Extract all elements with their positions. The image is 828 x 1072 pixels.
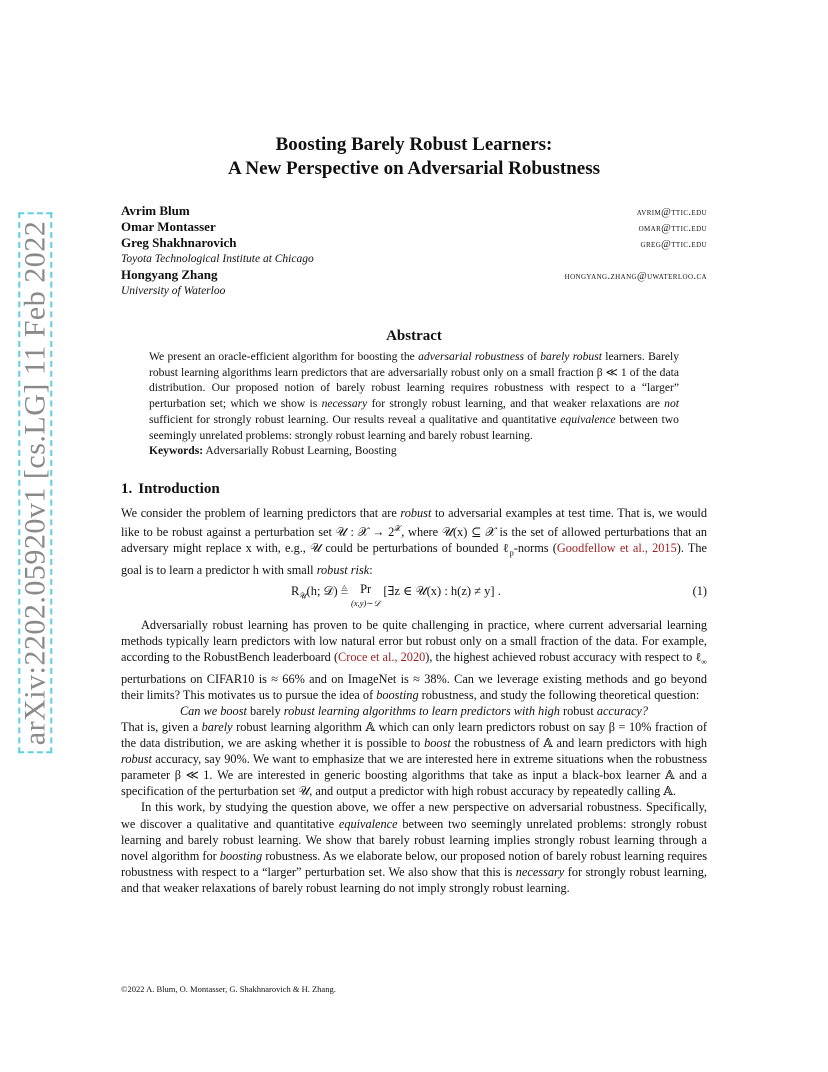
- equation-1: [121, 579, 707, 615]
- keywords-list: Adversarially Robust Learning, Boosting: [203, 444, 397, 458]
- paper-title: [0, 133, 828, 181]
- arxiv-stamp-text[interactable]: arXiv:2202.05920v1 [cs.LG] 11 Feb 2022: [18, 213, 52, 754]
- affiliation: University of Waterloo: [121, 285, 226, 297]
- author-block: [121, 203, 707, 299]
- title-line-1: Boosting Barely Robust Learners:: [275, 134, 553, 155]
- author-row: [121, 267, 707, 283]
- equation-number: (1): [692, 583, 707, 598]
- author-row: [121, 219, 707, 235]
- research-question: Can we boost barely robust learning algorithms to learn predictors with high robust accuracy?: [179, 703, 649, 718]
- paragraph: We consider the problem of learning predictors that are robust to adversarial examples at test time. That is, we would like to be robust against a perturbation set 𝒰 : 𝒳 → $2^𝒳$, where 𝒰(x) ⊆ 𝒳 is the set of allowed perturbations that an adversary might replace x with, e.g., 𝒰 could be perturbations of bounded ℓ$_p$-norms (Goodfellow et al., 2015). The goal is to learn a predictor h with small robust risk:: [121, 506, 708, 577]
- abstract-heading: Abstract: [386, 328, 442, 344]
- paragraph: That is, given a barely robust learning algorithm 𝔸 which can only learn predictors robust on say β = 10% fraction of the data distribution, we are asking whether it is possible to boost the robustness of 𝔸 and learn predictors with high robust accuracy, say 90%. We want to emphasize that we are interested here in extreme situations when the robustness parameter β ≪ 1. We are interested in generic boosting algorithms that take as input a black-box learner 𝔸 and a specification of the perturbation set 𝒰, and output a predictor with high robust accuracy by repeatedly calling 𝔸.: [121, 719, 707, 799]
- section-heading: [121, 481, 226, 498]
- keywords-label: Keywords:: [149, 444, 204, 458]
- author-row: [121, 235, 707, 251]
- paragraph: In this work, by studying the question above, we offer a new perspective on adversarial robustness. Specifically, we discover a qualitative and quantitative equivalence between two seemingly unrelated problems: strongly robust learning and barely robust learning. We show that barely robust learning implies strongly robust learning through a novel algorithm for boosting robustness. As we elaborate below, our proposed notion of barely robust learning requires robustness with respect to a “larger” perturbation set. We also show that this is necessary for strongly robust learning, and that weaker relaxations of barely robust learning do not imply strongly robust learning.: [121, 800, 707, 895]
- title-line-2: A New Perspective on Adversarial Robustness: [227, 158, 601, 179]
- citation-link[interactable]: Croce et al., 2020: [338, 650, 426, 665]
- author-email[interactable]: greg@ttic.edu: [640, 239, 707, 250]
- affiliation: Toyota Technological Institute at Chicago: [121, 253, 314, 265]
- equation-body: $R_𝒰(h$; 𝒟) ≜ Pr (x,y)∼𝒟 [∃z ∈ 𝒰(x) : h(z) ≠ y] .: [291, 581, 501, 608]
- section-body: [121, 505, 707, 896]
- author-name: Greg Shakhnarovich: [121, 235, 237, 250]
- author-name: Avrim Blum: [121, 203, 190, 218]
- author-name: Omar Montasser: [121, 219, 216, 234]
- keywords: [149, 443, 679, 459]
- author-row: [121, 203, 707, 219]
- section-number: 1.: [121, 481, 133, 497]
- abstract-text: We present an oracle-efficient algorithm for boosting the adversarial robustness of barely robust learners. Barely robust learning algorithms learn predictors that are adversarially robust only on a small fraction β ≪ 1 of the data distribution. Our proposed notion of barely robust learning requires robustness with respect to a “larger” perturbation set; which we show is necessary for strongly robust learning, and that weaker relaxations are not sufficient for strongly robust learning. Our results reveal a qualitative and quantitative equivalence between two seemingly unrelated problems: strongly robust learning and barely robust learning.: [149, 350, 679, 442]
- author-name: Hongyang Zhang: [121, 267, 218, 282]
- paragraph: Adversarially robust learning has proven to be quite challenging in practice, where current adversarial learning methods typically learn predictors with low natural error but robust only on a small fraction of the data. For example, according to the RobustBench leaderboard (Croce et al., 2020), the highest achieved robust accuracy with respect to ℓ$_\infty$ perturbations on CIFAR10 is ≈ 66% and on ImageNet is ≈ 38%. Can we leverage existing methods and go beyond their limits? This motivates us to pursue the idea of boosting robustness, and study the following theoretical question:: [121, 617, 707, 702]
- author-email[interactable]: hongyang.zhang@uwaterloo.ca: [564, 271, 707, 282]
- citation-link[interactable]: Goodfellow et al., 2015: [556, 541, 677, 556]
- copyright-footer: ©2022 A. Blum, O. Montasser, G. Shakhnarovich & H. Zhang.: [121, 984, 336, 994]
- abstract-body: [149, 349, 679, 459]
- arxiv-stamp: [18, 220, 51, 746]
- author-email[interactable]: avrim@ttic.edu: [636, 207, 707, 218]
- section-title: Introduction: [138, 481, 220, 497]
- author-email[interactable]: omar@ttic.edu: [638, 223, 707, 234]
